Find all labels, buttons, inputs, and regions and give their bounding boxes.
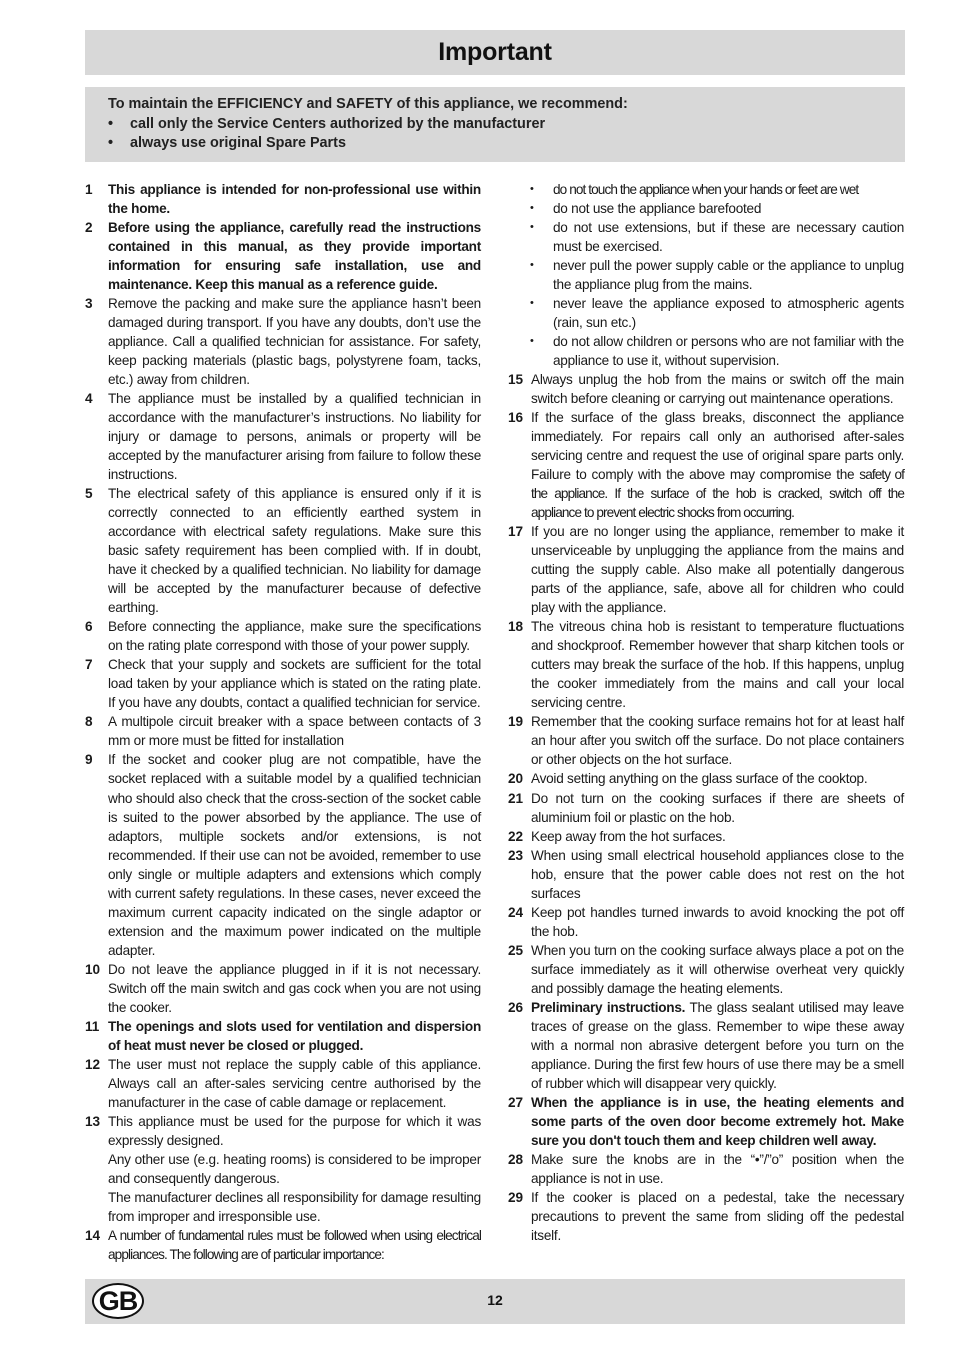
list-item: 23 When using small electrical household appliances close to the hob, ensure that the power cable does not rest on the hot surfaces <box>508 847 904 901</box>
right-column <box>508 180 904 1245</box>
list-item: 28 Make sure the knobs are in the “•”/”o” position when the appliance is not in use. <box>508 1151 904 1186</box>
recommendation-lead: To maintain the EFFICIENCY and SAFETY of this appliance, we recommend: <box>108 96 628 112</box>
gb-language-badge: GB <box>92 1283 144 1319</box>
list-item: 4 The appliance must be installed by a qualified technician in accordance with the manufacturer’s instructions. No liability for injury or damage to persons, animals or property will be accepted by the manufacturer arising from failure to follow these instructions. <box>85 391 481 483</box>
list-item: 1 This appliance is intended for non-professional use within the home. <box>85 182 481 217</box>
bullet-item: • never pull the power supply cable or the appliance to unplug the appliance plug from the mains. <box>530 258 904 293</box>
list-item: 7 Check that your supply and sockets are sufficient for the total load taken by your appliance which is stated on the rating plate. If you have any doubts, contact a qualified technician for service. <box>85 657 481 711</box>
list-item: 18 The vitreous china hob is resistant to temperature fluctuations and shockproof. Remember however that sharp kitchen tools or cutters may break the surface of the hob. If this happens, unplug the cooker immediately from the mains and call your local servicing centre. <box>508 619 904 711</box>
bullet-item: • do not use extensions, but if these are necessary caution must be exercised. <box>530 220 904 255</box>
recommendation-bullet: • always use original Spare Parts <box>108 135 346 151</box>
recommendation-box <box>85 87 905 162</box>
title-bar <box>85 30 905 75</box>
left-column <box>85 180 481 1264</box>
list-item: 21 Do not turn on the cooking surfaces if there are sheets of aluminium foil or plastic on the hob. <box>508 790 904 825</box>
footer-bar <box>85 1279 905 1324</box>
list-item: 8 A multipole circuit breaker with a space between contacts of 3 mm or more must be fitted for installation <box>85 714 481 749</box>
list-item: 6 Before connecting the appliance, make sure the specifications on the rating plate correspond with those of your power supply. <box>85 619 481 654</box>
list-item: 12 The user must not replace the supply cable of this appliance. Always call an after-sales servicing centre authorised by the manufacturer in the case of cable damage or replacement. <box>85 1056 481 1110</box>
bullet-item: • do not touch the appliance when your hands or feet are wet <box>530 182 859 197</box>
list-item: 17 If you are no longer using the appliance, remember to make it unserviceable by unplugging the appliance from the mains and cutting the supply cable. Also make all potentially dangerous parts of the appliance, safe, above all for children who could play with the appliance. <box>508 524 904 616</box>
recommendation-bullet: • call only the Service Centers authorized by the manufacturer <box>108 115 546 132</box>
list-item: 13 This appliance must be used for the purpose for which it was expressly designed. Any other use (e.g. heating rooms) is considered to be improper and consequently dangerous. The manufacturer declines all responsibility for damage resulting from improper and irresponsible use. <box>85 1113 481 1224</box>
list-item: 26 Preliminary instructions. The glass sealant utilised may leave traces of grease on the glass. Remember to wipe these away with a normal non abrasive detergent before you turn on the appliance. During the first few hours of use there may be a smell of rubber which will disappear very quickly. <box>508 999 904 1091</box>
list-item: 22 Keep away from the hot surfaces. <box>508 828 726 844</box>
list-item: 24 Keep pot handles turned inwards to avoid knocking the pot off the hob. <box>508 904 904 939</box>
list-item: 20 Avoid setting anything on the glass surface of the cooktop. <box>508 771 868 787</box>
list-item: 10 Do not leave the appliance plugged in if it is not necessary. Switch off the main switch and gas cock when you are not using the cooker. <box>85 961 481 1015</box>
list-item: 25 When you turn on the cooking surface always place a pot on the surface immediately as it will otherwise overheat very quickly and possibly damage the heating elements. <box>508 942 904 996</box>
list-item: 15 Always unplug the hob from the mains or switch off the main switch before cleaning or carrying out maintenance operations. <box>508 372 904 407</box>
list-item: 2 Before using the appliance, carefully read the instructions contained in this manual, as they provide important information for ensuring safe installation, use and maintenance. Keep this manual as a reference guide. <box>85 220 481 293</box>
bullet-item: • do not use the appliance barefooted <box>530 201 762 217</box>
bullet-item: • do not allow children or persons who are not familiar with the appliance to use it, without supervision. <box>530 334 904 369</box>
page-title: Important <box>438 38 552 66</box>
list-item: 9 If the socket and cooker plug are not compatible, have the socket replaced with a suitable model by a qualified technician who should also check that the cross-section of the socket cable is suited to the power absorbed by the appliance. The use of adaptors, multiple sockets and/or extensions, is not recommended. If their use can not be avoided, remember to use only single or multiple adapters and extensions which comply with current safety regulations. In these cases, never exceed the maximum current capacity indicated on the single adaptor or extension and the maximum power indicated on the multiple adapter. <box>85 752 481 958</box>
bullet-item: • never leave the appliance exposed to atmospheric agents (rain, sun etc.) <box>530 296 904 331</box>
list-item: 27 When the appliance is in use, the heating elements and some parts of the oven door become extremely hot. Make sure you don't touch them and keep children well away. <box>508 1094 904 1148</box>
list-item: 19 Remember that the cooking surface remains hot for at least half an hour after you switch off the surface. Do not place containers or other objects on the hot surface. <box>508 714 904 768</box>
list-item: 5 The electrical safety of this appliance is ensured only if it is correctly connected to an efficiently earthed system in accordance with electrical safety regulations. Make sure this basic safety requirement has been complied with. If in doubt, have it checked by a qualified technician. No liability for damage will be accepted by the manufacturer because of defective earthing. <box>85 486 481 616</box>
list-item: 11 The openings and slots used for ventilation and dispersion of heat must never be closed or plugged. <box>85 1018 481 1053</box>
list-item: 3 Remove the packing and make sure the appliance hasn’t been damaged during transport. If you have any doubts, don’t use the appliance. Call a qualified technician for assistance. For safety, keep packing materials (plastic bags, polystyrene foam, tacks, etc.) away from children. <box>85 296 481 388</box>
list-item: 14 A number of fundamental rules must be followed when using electrical appliances. The following are of particular importance: <box>85 1227 481 1262</box>
page-number: 12 <box>487 1292 503 1308</box>
list-item: 16 If the surface of the glass breaks, disconnect the appliance immediately. For repairs call only an authorised after-sales servicing centre and request the use of original spare parts only. Failure to comply with the above may compromise the safety of the appliance. If the surface of the hob is cracked, switch off the appliance to prevent electric shocks from occurring. <box>508 410 904 521</box>
list-item: 29 If the cooker is placed on a pedestal, take the necessary precautions to prevent the same from sliding off the pedestal itself. <box>508 1189 904 1243</box>
